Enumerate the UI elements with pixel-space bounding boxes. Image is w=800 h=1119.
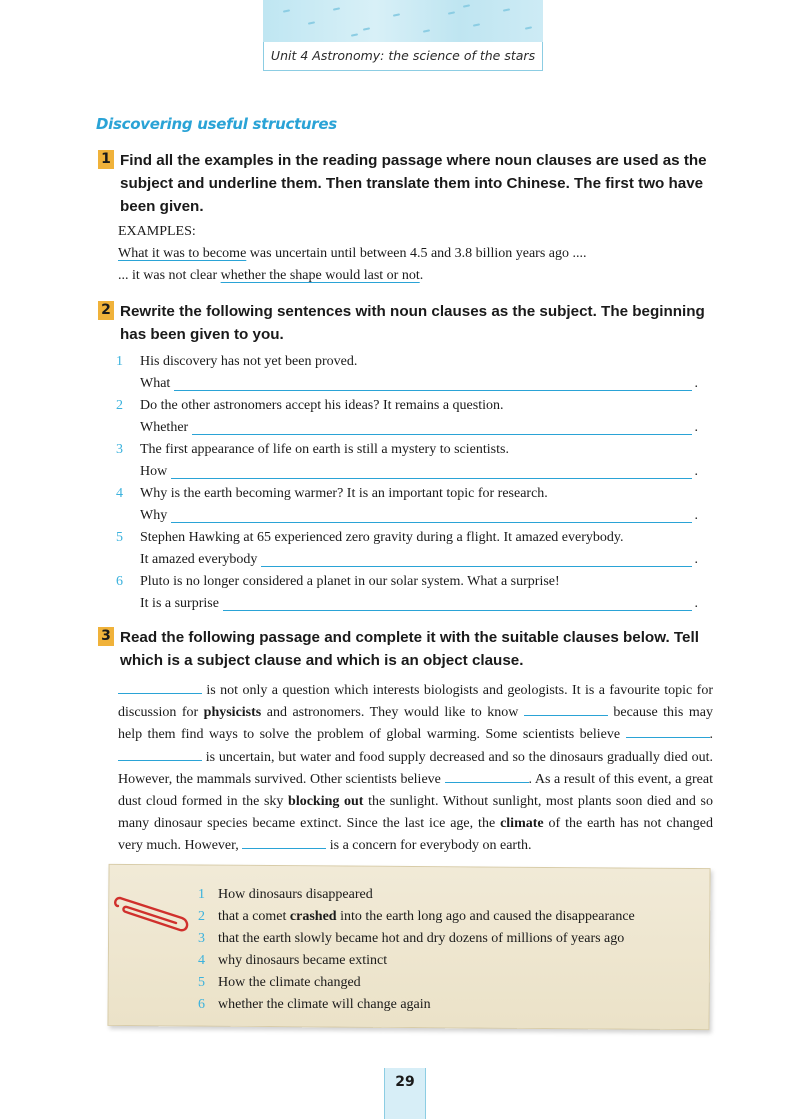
passage-text: is not only a question which interests biologists and geologists. It is a favourite topic for discussion for [118,683,713,721]
item-sentence: Stephen Hawking at 65 experienced zero gravity during a flight. It amazed everybody. [140,530,624,545]
question-2 [98,300,718,346]
answer-blank[interactable] [174,376,691,391]
option-number: 3 [198,931,205,946]
page-header [263,0,543,72]
question-number-badge: 1 [98,150,114,169]
option-item [198,994,635,1016]
options-note-card [100,862,718,1034]
question-instruction: Find all the examples in the reading passage where noun clauses are used as the subject and underline them. Then translate them into Chinese. The first two have been given. [120,152,707,215]
answer-lead: What [140,376,171,391]
passage-text: because this may help them find ways to solve the problem of global warming. Some scientists believe [118,705,713,743]
question-1 [98,149,718,218]
question-number-badge: 3 [98,627,114,646]
item-sentence: Do the other astronomers accept his ideas? It remains a question. [140,398,504,413]
passage-text: . As a result of this event, a great dust cloud formed in the sky [118,771,713,810]
end-mark: . [694,464,698,479]
item-number: 6 [116,574,123,589]
exercise-item [118,439,698,483]
answer-lead: Why [140,508,168,523]
bold-word: climate [500,816,544,832]
bold-word: crashed [289,909,337,924]
question-instruction: Read the following passage and complete it with the suitable clauses below. Tell which is a subject clause and which is an object clause. [120,629,699,669]
options-list [198,884,635,1016]
example-text: was uncertain until between 4.5 and 3.8 billion years ago .... [246,246,587,261]
unit-title: Unit 4 Astronomy: the science of the stars [263,42,543,71]
answer-blank[interactable] [171,464,691,479]
underlined-clause: What it was to become [118,246,247,261]
item-number: 5 [116,530,123,545]
option-number: 2 [198,909,205,924]
item-sentence: Why is the earth becoming warmer? It is an important topic for research. [140,486,548,501]
passage-text: and astronomers. They would like to know [261,705,524,721]
passage-blank[interactable] [445,770,529,783]
example-text: ... it was not clear [118,268,221,283]
answer-lead: It is a surprise [140,596,219,611]
underlined-clause: whether the shape would last or not [220,268,420,283]
passage-blank[interactable] [118,748,202,761]
end-mark: . [694,596,698,611]
answer-blank[interactable] [261,552,691,567]
question-3 [98,626,718,672]
passage-text: the sunlight. Without sunlight, most plants soon died and so many dinosaur species became extinct. Since the last ice age, the [118,794,713,832]
passage-text: . [709,727,713,743]
option-item [198,906,635,928]
option-number: 5 [198,975,205,990]
option-number: 1 [198,887,205,902]
item-sentence: His discovery has not yet been proved. [140,354,358,369]
examples-label: EXAMPLES: [118,224,196,239]
end-mark: . [694,508,698,523]
option-text: that a comet [218,909,290,924]
bold-word: blocking out [288,794,364,810]
answer-lead: It amazed everybody [140,552,258,567]
passage-blank[interactable] [626,725,710,738]
option-text: why dinosaurs became extinct [218,953,388,968]
option-number: 4 [198,953,205,968]
end-mark: . [694,420,698,435]
answer-blank[interactable] [192,420,691,435]
page-number: 29 [395,1074,415,1090]
header-decoration [263,0,543,42]
exercise-item [118,483,698,527]
examples-block [118,221,718,287]
paperclip-icon [112,892,192,942]
example-1 [118,243,718,265]
answer-lead: How [140,464,168,479]
page-number-tab [384,1068,426,1119]
option-item [198,928,635,950]
option-text: into the earth long ago and caused the disappearance [336,909,635,924]
option-item [198,950,635,972]
option-item [198,972,635,994]
item-number: 1 [116,354,123,369]
exercise-item [118,571,698,615]
question-instruction: Rewrite the following sentences with noun clauses as the subject. The beginning has been given to you. [120,303,705,343]
bold-word: physicists [203,705,262,721]
exercise-item [118,527,698,571]
option-item [198,884,635,906]
option-text: that the earth slowly became hot and dry dozens of millions of years ago [218,931,625,946]
exercise-item [118,395,698,439]
item-sentence: The first appearance of life on earth is still a mystery to scientists. [140,442,509,457]
option-text: How the climate changed [218,975,361,990]
item-number: 2 [116,398,123,413]
item-number: 4 [116,486,123,501]
passage-text: is a concern for everybody on earth. [326,838,532,854]
end-mark: . [694,552,698,567]
item-number: 3 [116,442,123,457]
example-2 [118,265,718,287]
option-number: 6 [198,997,205,1012]
question-number-badge: 2 [98,301,114,320]
passage-text: of the earth has not changed very much. However, [118,816,713,854]
exercise-item [118,351,698,395]
section-title: Discovering useful structures [96,115,337,133]
answer-lead: Whether [140,420,189,435]
answer-blank[interactable] [223,596,692,611]
end-mark: . [694,376,698,391]
option-text: whether the climate will change again [218,997,431,1012]
passage-text: is uncertain, but water and food supply decreased and so the dinosaurs gradually died out. However, the mammals survived. Other scientists believe [118,749,713,787]
passage-blank[interactable] [524,703,608,716]
passage-blank[interactable] [118,681,202,694]
passage-blank[interactable] [242,836,326,849]
cloze-passage [118,680,713,858]
item-sentence: Pluto is no longer considered a planet in our solar system. What a surprise! [140,574,560,589]
option-text: How dinosaurs disappeared [218,887,373,902]
answer-blank[interactable] [171,508,691,523]
example-text: . [419,268,424,283]
